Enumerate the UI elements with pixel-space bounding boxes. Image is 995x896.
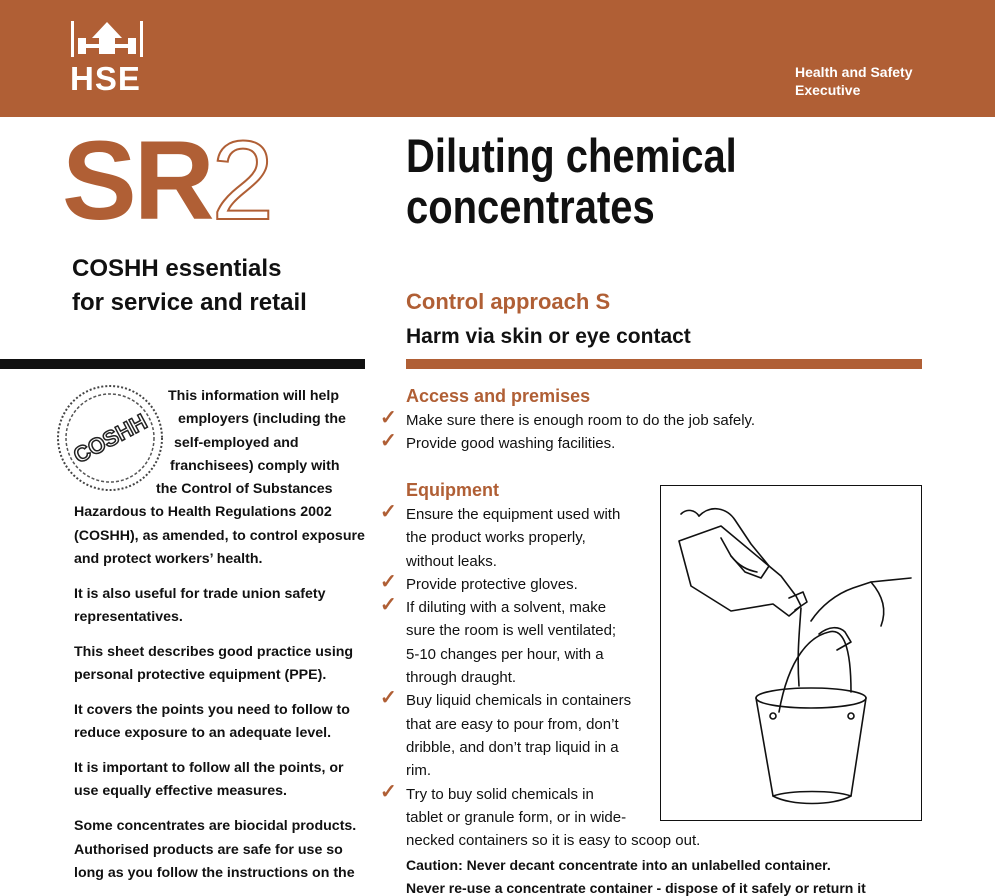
intro-line: Authorised products are safe for use so: [74, 841, 343, 858]
list-item-line: If diluting with a solvent, make: [406, 599, 607, 617]
caution-line: Caution: Never decant concentrate into an unlabelled container.: [406, 857, 831, 873]
control-approach: Control approach S: [406, 289, 611, 314]
series-subtitle: [72, 252, 372, 320]
page-title: [406, 130, 814, 232]
illustration-pouring: [660, 485, 922, 821]
intro-line: It is important to follow all the points, or: [74, 760, 344, 777]
subtitle-line: COSHH essentials: [72, 255, 282, 282]
list-item-line: Try to buy solid chemicals in: [406, 785, 594, 803]
intro-line: employers (including the: [178, 411, 346, 428]
check-icon: ✓: [380, 594, 397, 617]
org-name-line: Health and Safety: [795, 64, 913, 80]
intro-line: long as you follow the instructions on the: [74, 864, 355, 881]
list-item-line: sure the room is well ventilated;: [406, 622, 617, 640]
list-item-line: Buy liquid chemicals in containers: [406, 692, 632, 710]
intro-paragraph: [74, 757, 374, 804]
intro-line: use equally effective measures.: [74, 783, 287, 800]
list-item-line: dribble, and don’t trap liquid in a: [406, 738, 619, 756]
stamp-text: COSHH: [69, 408, 152, 469]
list-item: [380, 432, 940, 455]
list-item-line: the product works properly,: [406, 529, 586, 547]
org-name-line: Executive: [795, 82, 861, 98]
intro-line: This information will help: [168, 388, 340, 404]
intro-line: franchisees) comply with: [170, 457, 340, 474]
pouring-bucket-illustration: [661, 486, 920, 819]
list-item: [380, 689, 670, 782]
list-item-line: 5-10 changes per hour, with a: [406, 645, 604, 663]
intro-paragraph: [74, 815, 374, 885]
intro-line: reduce exposure to an adequate level.: [74, 725, 332, 742]
check-icon: ✓: [380, 570, 397, 593]
list-item: [380, 596, 670, 689]
intro-line: the Control of Substances: [156, 481, 333, 498]
intro-line: (COSHH), as amended, to control exposure: [74, 527, 365, 544]
list-item-line: Provide protective gloves.: [406, 575, 578, 593]
intro-line: It is also useful for trade union safety: [74, 585, 326, 602]
intro-line: personal protective equipment (PPE).: [74, 667, 327, 684]
header-banner: [0, 0, 995, 117]
org-name: [795, 63, 975, 99]
title-line: Diluting chemical: [406, 129, 737, 182]
sheet-code-number: 2: [211, 118, 271, 243]
check-icon: ✓: [380, 430, 397, 453]
column-divider: [0, 359, 365, 369]
sheet-code-letters: SR: [62, 118, 212, 243]
caution-note: [406, 854, 966, 896]
list-item-text: Make sure there is enough room to do the job safely.: [406, 412, 756, 429]
intro-paragraph: [74, 385, 374, 571]
list-item-line: that are easy to pour from, don’t: [406, 715, 619, 733]
intro-line: Some concentrates are biocidal products.: [74, 818, 357, 835]
list-item: [380, 780, 701, 853]
equipment-list: [380, 501, 701, 852]
intro-paragraph: [74, 583, 374, 630]
intro-line: and protect workers’ health.: [74, 551, 263, 568]
section-divider: [406, 359, 922, 369]
equipment-heading: Equipment: [406, 480, 499, 500]
caution-line: Never re-use a concentrate container - dispose of it safely or return it: [406, 880, 866, 896]
check-icon: ✓: [380, 407, 397, 429]
list-item: [380, 409, 940, 432]
access-list: [380, 409, 940, 456]
check-icon: ✓: [380, 501, 397, 523]
hse-wordmark: HSE: [70, 60, 141, 97]
intro-text: [74, 385, 374, 896]
title-line: concentrates: [406, 180, 655, 233]
list-item-line: through draught.: [406, 669, 517, 687]
list-item: [380, 570, 670, 596]
access-heading: Access and premises: [406, 386, 591, 406]
intro-paragraph: [74, 641, 374, 688]
list-item-line: necked containers so it is easy to scoop out.: [406, 832, 701, 850]
list-item-line: rim.: [406, 762, 431, 780]
intro-line: Hazardous to Health Regulations 2002: [74, 504, 332, 521]
check-icon: ✓: [380, 687, 397, 710]
list-item-text: Provide good washing facilities.: [406, 435, 616, 453]
list-item-line: without leaks.: [406, 552, 497, 570]
intro-paragraph: [74, 699, 374, 746]
list-item-line: Ensure the equipment used with: [406, 506, 621, 523]
intro-line: It covers the points you need to follow to: [74, 702, 350, 719]
list-item-line: tablet or granule form, or in wide-: [406, 808, 627, 826]
intro-line: self-employed and: [174, 434, 299, 451]
harm-heading: Harm via skin or eye contact: [406, 325, 691, 348]
intro-line: This sheet describes good practice using: [74, 643, 354, 660]
list-item: [380, 503, 670, 573]
intro-line: representatives.: [74, 609, 183, 626]
sheet-code: [62, 118, 271, 243]
subtitle-line: for service and retail: [72, 289, 307, 316]
check-icon: ✓: [380, 780, 397, 803]
